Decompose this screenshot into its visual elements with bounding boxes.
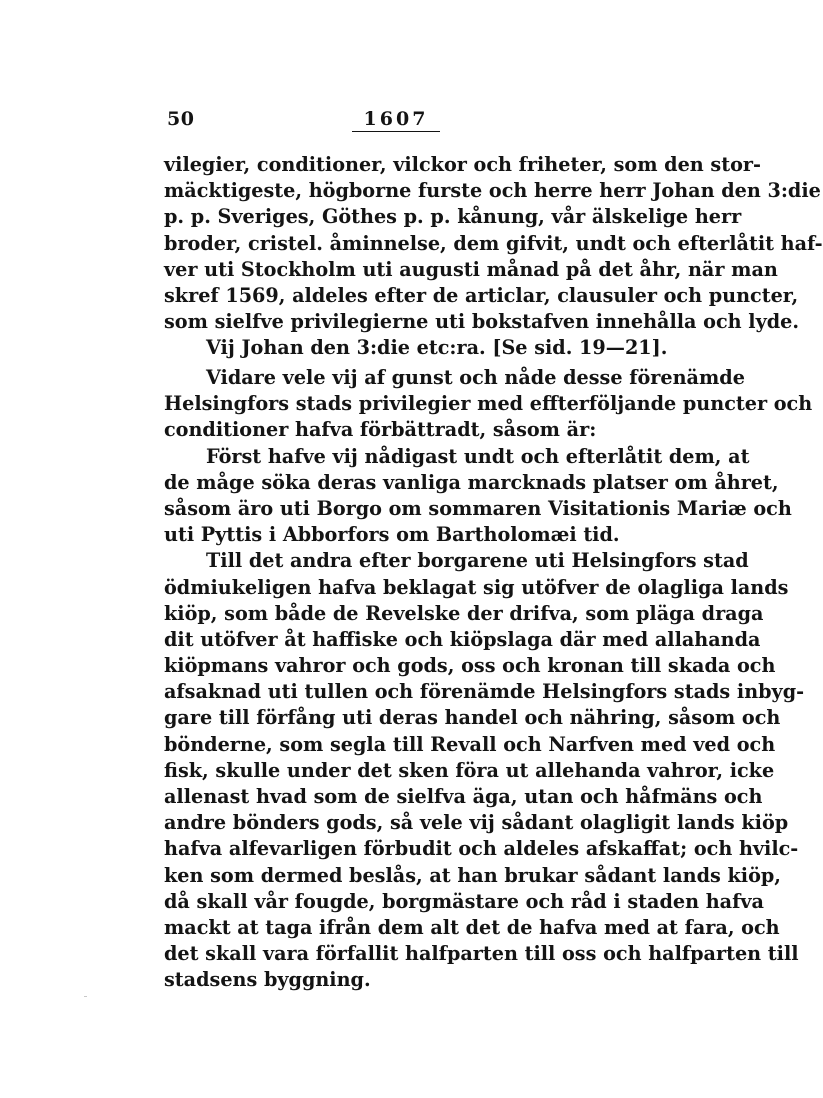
- text-line: Vij Johan den 3:die etc:ra. [Se sid. 19—21].: [206, 336, 668, 360]
- text-line: gare till förfång uti deras handel och nähring, såsom och: [164, 706, 781, 730]
- text-line: fisk, skulle under det sken föra ut allehanda vahror, icke: [164, 758, 775, 782]
- text-line: skref 1569, aldeles efter de articlar, clausuler och puncter,: [164, 283, 799, 307]
- text-line: då skall vår fougde, borgmästare och råd i staden hafva: [164, 889, 764, 913]
- text-line: afsaknad uti tullen och förenämde Helsingfors stads inbyg-: [164, 680, 805, 704]
- text-line: stadsens byggning.: [164, 968, 371, 992]
- text-line: vilegier, conditioner, vilckor och friheter, som den stor-: [164, 153, 761, 176]
- text-line: Till det andra efter borgarene uti Helsingfors stad: [206, 549, 749, 573]
- text-line: såsom äro uti Borgo om sommaren Visitationis Mariæ och: [164, 496, 792, 520]
- paragraph-privileges-confirmation: [164, 152, 823, 362]
- text-line: Först hafve vij nådigast undt och efterlåtit dem, at: [206, 444, 750, 468]
- page-speck: [84, 996, 87, 997]
- text-line: ken som dermed beslås, at han brukar sådant lands kiöp,: [164, 863, 781, 887]
- text-line: uti Pyttis i Abborfors om Bartholomæi tid.: [164, 523, 620, 547]
- text-line: broder, cristel. åminnelse, dem gifvit, undt och efterlåtit haf-: [164, 231, 823, 255]
- running-head-year: 1607: [352, 108, 440, 132]
- text-line: mackt at taga ifrån dem alt det de hafva med at fara, och: [164, 915, 780, 939]
- text-line: dit utöfver åt haffiske och kiöpslaga där med allahanda: [164, 627, 761, 651]
- text-line: andre bönders gods, så vele vij sådant olagligit lands kiöp: [164, 811, 789, 835]
- text-line: som sielfve privilegierne uti bokstafven innehålla och lyde.: [164, 310, 800, 334]
- text-line: kiöp, som både de Revelske der drifva, som pläga draga: [164, 601, 764, 625]
- page-header: [164, 108, 624, 134]
- text-line: kiöpmans vahror och gods, oss och kronan till skada och: [164, 654, 776, 678]
- text-line: ver uti Stockholm uti augusti månad på det åhr, när man: [164, 257, 778, 281]
- text-line: conditioner hafva förbättradt, såsom är:: [164, 418, 597, 442]
- text-line: det skall vara förfallit halfparten till oss och halfparten till: [164, 942, 799, 966]
- text-line: p. p. Sveriges, Göthes p. p. kånung, vår älskelige herr: [164, 205, 742, 229]
- text-line: de måge söka deras vanliga marcknads platser om åhret,: [164, 470, 779, 494]
- text-line: bönderne, som segla till Revall och Narfven med ved och: [164, 732, 776, 756]
- paragraph-additional-conditions: [164, 365, 813, 994]
- text-line: Vidare vele vij af gunst och nåde desse förenämde: [206, 366, 745, 389]
- text-line: hafva alfevarligen förbudit och aldeles afskaffat; och hvilc-: [164, 837, 799, 861]
- text-line: mäcktigeste, högborne furste och herre herr Johan den 3:die: [164, 179, 821, 203]
- text-line: Helsingfors stads privilegier med effterföljande puncter och: [164, 392, 813, 416]
- text-line: ödmiukeligen hafva beklagat sig utöfver de olagliga lands: [164, 575, 789, 599]
- page-number: 50: [167, 108, 195, 130]
- text-line: allenast hvad som de sielfva äga, utan och håfmäns och: [164, 785, 763, 808]
